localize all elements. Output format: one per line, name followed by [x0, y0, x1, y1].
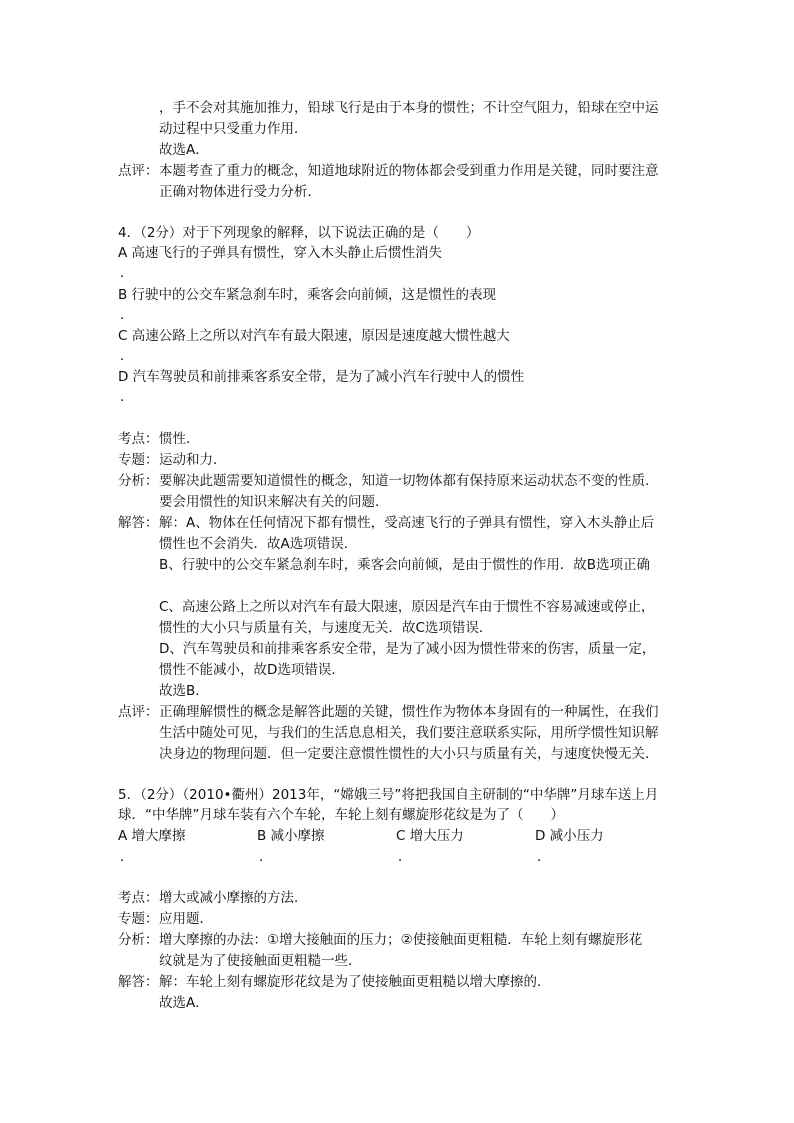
q5-jieda-label: 解答：	[118, 974, 159, 990]
q4-kaodian: 惯性．	[159, 431, 200, 447]
q4-jieda-line-7: 惯性不能减小，故D选项错误．	[159, 662, 345, 678]
q5-stem-line-1: 5．（2分）（2010•衢州）2013年，“嫦娥三号”将把我国自主研制的“中华牌”月球车送上月	[118, 787, 659, 803]
q4-dianping-label: 点评：	[118, 704, 159, 720]
q4-stem: 4．（2分）对于下列现象的解释，以下说法正确的是（ ）	[118, 225, 480, 241]
q4-dianping-line-1: 正确理解惯性的概念是解答此题的关键，惯性作为物体本身固有的一种属性，在我们	[159, 704, 659, 720]
q5-option-d: D 减小压力	[535, 828, 604, 844]
q4-jieda-line-4: C、高速公路上之所以对汽车有最大限速，原因是汽车由于惯性不容易减速或停止，	[159, 599, 655, 615]
q5-option-d-dot: ．	[537, 849, 551, 865]
q5-zhuanti-label: 专题：	[118, 911, 159, 927]
prev-answer-conclusion: 故选A．	[159, 142, 209, 158]
q5-fenxi-label: 分析：	[118, 932, 159, 948]
q5-option-c-dot: ．	[398, 849, 412, 865]
q5-option-b: B 减小摩擦	[257, 828, 325, 844]
q5-fenxi-line-1: 增大摩擦的办法：①增大接触面的压力；②使接触面更粗糙．车轮上刻有螺旋形花	[159, 932, 643, 948]
q4-zhuanti-label: 专题：	[118, 452, 159, 468]
q4-fenxi-label: 分析：	[118, 473, 159, 489]
q4-option-b-dot: ．	[120, 307, 134, 323]
prev-answer-line-1: ，手不会对其施加推力，铅球飞行是由于本身的惯性；不计空气阻力，铅球在空中运	[159, 100, 659, 116]
q4-jieda-line-5: 惯性的大小只与质量有关，与速度无关．故C选项错误．	[159, 620, 493, 636]
q5-option-a-dot: ．	[120, 849, 134, 865]
q4-jieda-conclusion: 故选B．	[159, 683, 209, 699]
prev-comment-label: 点评：	[118, 163, 159, 179]
q5-option-a: A 增大摩擦	[118, 828, 186, 844]
prev-comment-line-1: 本题考查了重力的概念，知道地球附近的物体都会受到重力作用是关键，同时要注意	[159, 163, 659, 179]
q4-fenxi-line-1: 要解决此题需要知道惯性的概念，知道一切物体都有保持原来运动状态不变的性质．	[159, 473, 659, 489]
q4-jieda-line-3: B、行驶中的公交车紧急刹车时，乘客会向前倾，是由于惯性的作用．故B选项正确	[159, 557, 651, 573]
q5-zhuanti: 应用题．	[159, 911, 213, 927]
q5-option-b-dot: ．	[259, 849, 273, 865]
q4-jieda-line-2: 惯性也不会消失．故A选项错误．	[159, 536, 358, 552]
q4-jieda-line-1: 解：A、物体在任何情况下都有惯性，受高速飞行的子弹具有惯性，穿入木头静止后	[159, 515, 655, 531]
q4-jieda-line-6: D、汽车驾驶员和前排乘客系安全带，是为了减小因为惯性带来的伤害，质量一定，	[159, 641, 656, 657]
q4-option-d-dot: ．	[120, 389, 134, 405]
q4-option-b: B 行驶中的公交车紧急刹车时，乘客会向前倾，这是惯性的表现	[118, 287, 497, 303]
q4-option-a-dot: ．	[120, 265, 134, 281]
prev-answer-line-2: 动过程中只受重力作用．	[159, 121, 308, 137]
q4-option-a: A 高速飞行的子弹具有惯性，穿入木头静止后惯性消失	[118, 245, 443, 261]
q4-dianping-line-2: 生活中随处可见，与我们的生活息息相关，我们要注意联系实际，用所学惯性知识解	[159, 725, 659, 741]
q4-option-c-dot: ．	[120, 348, 134, 364]
q4-option-c: C 高速公路上之所以对汽车有最大限速，原因是速度越大惯性越大	[118, 328, 510, 344]
q4-fenxi-line-2: 要会用惯性的知识来解决有关的问题．	[159, 494, 389, 510]
q4-zhuanti: 运动和力．	[159, 452, 227, 468]
q4-jieda-label: 解答：	[118, 515, 159, 531]
prev-comment-line-2: 正确对物体进行受力分析．	[159, 184, 321, 200]
q4-kaodian-label: 考点：	[118, 431, 159, 447]
q5-kaodian: 增大或减小摩擦的方法．	[159, 890, 308, 906]
q5-kaodian-label: 考点：	[118, 890, 159, 906]
q5-option-c: C 增大压力	[396, 828, 464, 844]
q5-fenxi-line-2: 纹就是为了使接触面更粗糙一些．	[159, 953, 362, 969]
q5-jieda-line-1: 解：车轮上刻有螺旋形花纹是为了使接触面更粗糙以增大摩擦的．	[159, 974, 551, 990]
q5-stem-line-2: 球．“中华牌”月球车装有六个车轮，车轮上刻有螺旋形花纹是为了（ ）	[118, 807, 564, 823]
q4-option-d: D 汽车驾驶员和前排乘客系安全带，是为了减小汽车行驶中人的惯性	[118, 369, 525, 385]
q5-jieda-conclusion: 故选A．	[159, 995, 209, 1011]
q4-dianping-line-3: 决身边的物理问题．但一定要注意惯性惯性的大小只与质量有关，与速度快慢无关．	[159, 746, 659, 762]
